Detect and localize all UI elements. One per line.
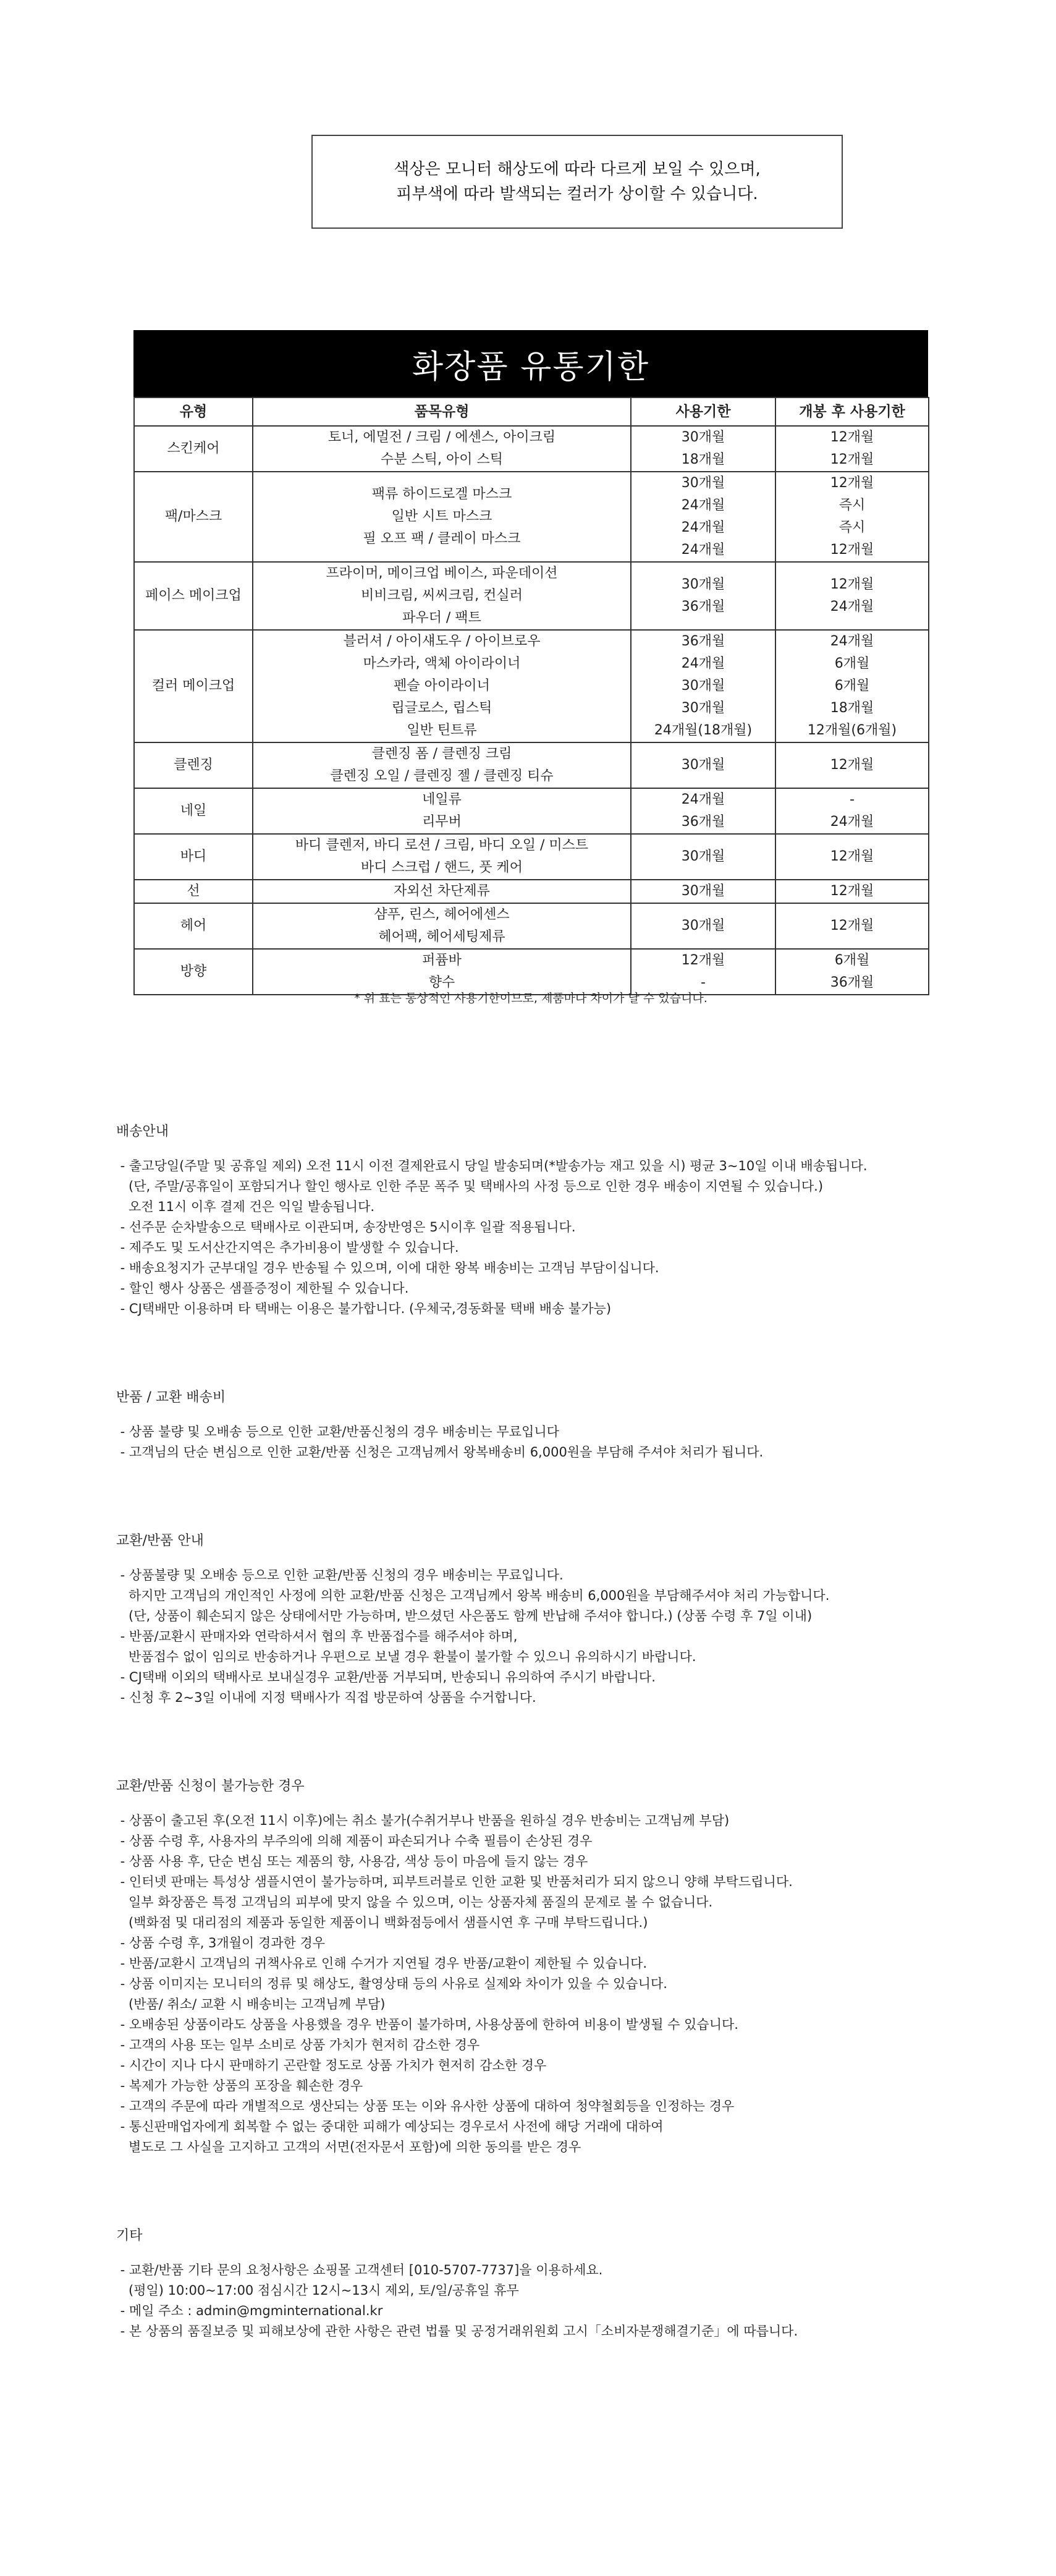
section-line: (평일) 10:00~17:00 점심시간 12시~13시 제외, 토/일/공휴일 휴무 — [116, 2283, 519, 2298]
section-line: - 상품이 출고된 후(오전 11시 이후)에는 취소 불가(수취거부나 반품을 원하실 경우 반송비는 고객님께 부담) — [116, 1813, 730, 1828]
cell-line: 향수 — [428, 975, 455, 990]
cell-lines — [776, 846, 928, 868]
cell-lines — [253, 563, 630, 629]
color-notice-line-2: 피부색에 따라 발색되는 컬러가 상이할 수 있습니다. — [396, 185, 758, 203]
cell-line: 30개월 — [681, 430, 725, 445]
cell-line: 팩류 하이드로겔 마스크 — [371, 487, 512, 502]
cell-line: 립글로스, 립스틱 — [391, 700, 492, 716]
section-line: - 시간이 지나 다시 판매하기 곤란할 정도로 상품 가치가 현저히 감소한 경우 — [116, 2058, 547, 2073]
cell-line: 36개월 — [681, 634, 725, 649]
table-row — [134, 903, 929, 949]
section-line: - 본 상품의 품질보증 및 피해보상에 관한 사항은 관련 법률 및 공정거래위원회 고시「소비자분쟁해결기준」에 따릅니다. — [116, 2324, 798, 2339]
section-body — [116, 1156, 981, 1319]
row-type-cell: 선 — [134, 880, 253, 903]
row-type-cell: 페이스 메이크업 — [134, 562, 253, 630]
section-line: - 고객의 주문에 따라 개별적으로 생산되는 상품 또는 이와 유사한 상품에 대하여 청약철회등을 인정하는 경우 — [116, 2099, 735, 2114]
color-notice-line-1: 색상은 모니터 해상도에 따라 다르게 보일 수 있으며, — [394, 160, 761, 179]
row-items-cell — [253, 903, 631, 949]
cell-line: 클렌징 폼 / 클렌징 크림 — [371, 746, 512, 762]
cell-line: 30개월 — [681, 577, 725, 592]
row-items-cell — [253, 834, 631, 880]
section-line: - 반품/교환시 판매자와 연락하셔서 협의 후 반품접수를 해주셔야 하며, — [116, 1629, 518, 1644]
cell-line: 24개월 — [681, 498, 725, 513]
section-line: - 상품 수령 후, 사용자의 부주의에 의해 제품이 파손되거나 수축 필름이 손상된 경우 — [116, 1834, 593, 1848]
section-line: - 인터넷 판매는 특성상 샘플시연이 불가능하며, 피부트러블로 인한 교환 및 반품처리가 되지 않으니 양해 부탁드립니다. — [116, 1874, 793, 1889]
cell-line: 18개월 — [830, 700, 874, 716]
cell-line: 30개월 — [681, 678, 725, 694]
cell-lines — [776, 950, 928, 994]
row-expiry-cell — [631, 949, 775, 995]
cell-lines — [631, 574, 775, 618]
row-expiry-cell — [631, 742, 775, 788]
cell-lines — [253, 427, 630, 471]
cell-line: 일반 시트 마스크 — [391, 509, 492, 524]
cell-lines — [776, 880, 928, 903]
cell-line: - — [701, 975, 706, 990]
table-footnote: * 위 표는 통상적인 사용기한이므로, 제품마다 차이가 날 수 있습니다. — [354, 992, 708, 1005]
row-after-open-cell — [775, 903, 929, 949]
cell-line: 12개월 — [830, 577, 874, 592]
row-expiry-cell — [631, 630, 775, 742]
section-line: - CJ택배 이외의 택배사로 보내실경우 교환/반품 거부되며, 반송되니 유의하여 주시기 바랍니다. — [116, 1670, 656, 1685]
table-row — [134, 788, 929, 834]
policy-section — [116, 1532, 981, 1708]
row-expiry-cell — [631, 880, 775, 903]
row-expiry-cell — [631, 903, 775, 949]
row-expiry-cell — [631, 834, 775, 880]
section-line: - 오배송된 상품이라도 상품을 사용했을 경우 반품이 불가하며, 사용상품에 한하여 비용이 발생될 수 있습니다. — [116, 2017, 738, 2032]
section-title: 교환/반품 안내 — [116, 1533, 204, 1549]
row-items-cell — [253, 630, 631, 742]
section-line: - 선주문 순차발송으로 택배사로 이관되며, 송장반영은 5시이후 일괄 적용됩니다. — [116, 1220, 576, 1235]
cell-line: 30개월 — [681, 757, 725, 773]
cell-lines — [776, 574, 928, 618]
cell-lines — [776, 915, 928, 937]
cell-lines — [253, 904, 630, 948]
row-expiry-cell — [631, 472, 775, 562]
cell-line: 자외선 차단제류 — [394, 883, 490, 899]
cell-line: 24개월 — [830, 599, 874, 614]
row-items-cell — [253, 472, 631, 562]
cell-line: 12개월 — [830, 849, 874, 864]
cell-line: 24개월 — [830, 814, 874, 830]
policy-section — [116, 2227, 981, 2342]
section-line: - 배송요청지가 군부대일 경우 반송될 수 있으며, 이에 대한 왕복 배송비는 고객님 부담이십니다. — [116, 1260, 659, 1275]
row-after-open-cell — [775, 472, 929, 562]
cell-line: 24개월(18개월) — [654, 723, 753, 738]
section-line: - 고객님의 단순 변심으로 인한 교환/반품 신청은 고객님께서 왕복배송비 6,000원을 부담해 주셔야 처리가 됩니다. — [116, 1445, 764, 1460]
cell-line: 24개월 — [681, 656, 725, 671]
cell-line: 토너, 에멀전 / 크림 / 에센스, 아이크림 — [327, 430, 556, 445]
cell-line: 12개월 — [681, 953, 725, 968]
expiry-table-body — [134, 426, 929, 995]
cell-lines — [776, 631, 928, 742]
section-line: - 상품 불량 및 오배송 등으로 인한 교환/반품신청의 경우 배송비는 무료입니다 — [116, 1424, 559, 1439]
cell-lines — [631, 915, 775, 937]
header-type: 유형 — [134, 397, 253, 426]
cell-lines — [631, 472, 775, 561]
cell-line: 파우더 / 팩트 — [402, 610, 481, 626]
section-line: (단, 상품이 훼손되지 않은 상태에서만 가능하며, 받으셨던 사은품도 함께 반납해 주셔야 합니다.) (상품 수령 후 7일 이내) — [116, 1609, 813, 1623]
section-line: (백화점 및 대리점의 제품과 동일한 제품이니 백화점등에서 샘플시연 후 구매 부탁드립니다.) — [116, 1915, 648, 1930]
cell-lines — [776, 427, 928, 471]
row-after-open-cell — [775, 562, 929, 630]
cell-line: 헤어팩, 헤어세팅제류 — [378, 929, 505, 945]
cell-line: 24개월 — [681, 792, 725, 807]
row-expiry-cell — [631, 562, 775, 630]
cell-line: 30개월 — [681, 918, 725, 933]
cell-line: 24개월 — [681, 542, 725, 558]
table-row — [134, 472, 929, 562]
cell-line: 바디 스크럽 / 핸드, 풋 케어 — [361, 860, 523, 875]
cell-lines — [253, 950, 630, 994]
cell-line: 30개월 — [681, 883, 725, 899]
row-items-cell — [253, 742, 631, 788]
cell-lines — [631, 880, 775, 903]
table-row — [134, 742, 929, 788]
expiry-table-title: 화장품 유통기한 — [133, 330, 928, 397]
table-row — [134, 426, 929, 472]
color-notice-box — [311, 135, 843, 229]
section-title: 반품 / 교환 배송비 — [116, 1390, 226, 1405]
cell-lines — [631, 427, 775, 471]
table-row — [134, 880, 929, 903]
row-items-cell — [253, 562, 631, 630]
section-body — [116, 1565, 981, 1708]
cell-line: 마스카라, 액체 아이라이너 — [363, 656, 521, 671]
cell-line: 리무버 — [422, 814, 462, 830]
table-row — [134, 630, 929, 742]
cell-line: 30개월 — [681, 475, 725, 491]
row-after-open-cell — [775, 742, 929, 788]
section-line: - 교환/반품 기타 문의 요청사항은 쇼핑몰 고객센터 [010-5707-7737]을 이용하세요. — [116, 2263, 603, 2277]
section-line: (단, 주말/공휴일이 포함되거나 할인 행사로 인한 주문 폭주 및 택배사의 사정 등으로 인한 경우 배송이 지연될 수 있습니다.) — [116, 1179, 824, 1194]
section-line: - 상품 이미지는 모니터의 정류 및 해상도, 촬영상태 등의 사유로 실제와 차이가 있을 수 있습니다. — [116, 1976, 667, 1991]
policy-section — [116, 1777, 981, 2157]
expiry-table-header-row — [134, 397, 929, 426]
row-expiry-cell — [631, 788, 775, 834]
cell-lines — [776, 754, 928, 776]
section-line: - 할인 행사 상품은 샘플증정이 제한될 수 있습니다. — [116, 1281, 409, 1296]
section-line: - 메일 주소 : admin@mgminternational.kr — [116, 2303, 383, 2318]
cell-lines — [631, 631, 775, 742]
row-type-cell: 방향 — [134, 949, 253, 995]
cell-line: 6개월 — [834, 656, 870, 671]
cell-lines — [253, 835, 630, 879]
policy-section — [116, 1123, 981, 1319]
cell-line: 수분 스틱, 아이 스틱 — [381, 452, 503, 467]
row-type-cell: 팩/마스크 — [134, 472, 253, 562]
row-after-open-cell — [775, 949, 929, 995]
cell-line: 12개월 — [830, 883, 874, 899]
row-type-cell: 헤어 — [134, 903, 253, 949]
section-line: - 통신판매업자에게 회복할 수 없는 중대한 피해가 예상되는 경우로서 사전에 해당 거래에 대하여 — [116, 2119, 664, 2134]
row-after-open-cell — [775, 426, 929, 472]
section-line: 일부 화장품은 특정 고객님의 피부에 맞지 않을 수 있으며, 이는 상품자체 품질의 문제로 볼 수 없습니다. — [116, 1895, 713, 1910]
row-type-cell: 컬러 메이크업 — [134, 630, 253, 742]
cell-lines — [631, 754, 775, 776]
cell-lines — [253, 743, 630, 788]
section-body — [116, 2260, 981, 2342]
row-items-cell — [253, 788, 631, 834]
cell-line: 네일류 — [422, 792, 462, 807]
section-line: - 상품불량 및 오배송 등으로 인한 교환/반품 신청의 경우 배송비는 무료입니다. — [116, 1568, 564, 1583]
header-item-type: 품목유형 — [253, 397, 631, 426]
section-line: 반품접수 없이 임의로 반송하거나 우편으로 보낼 경우 환불이 불가할 수 있으니 유의하시기 바랍니다. — [116, 1649, 696, 1664]
section-line: 하지만 고객님의 개인적인 사정에 의한 교환/반품 신청은 고객님께서 왕복 배송비 6,000원을 부담해주셔야 처리 가능합니다. — [116, 1588, 830, 1603]
section-title: 교환/반품 신청이 불가능한 경우 — [116, 1779, 305, 1794]
row-after-open-cell — [775, 630, 929, 742]
cell-line: 필 오프 팩 / 클레이 마스크 — [363, 531, 521, 546]
cell-lines — [631, 950, 775, 994]
cell-line: 12개월 — [830, 542, 874, 558]
section-line: - 반품/교환시 고객님의 귀책사유로 인해 수거가 지연될 경우 반품/교환이 제한될 수 있습니다. — [116, 1956, 648, 1971]
table-row — [134, 562, 929, 630]
cell-line: 퍼퓸바 — [422, 953, 462, 968]
cell-line: 펜슬 아이라이너 — [394, 678, 490, 694]
row-items-cell — [253, 880, 631, 903]
section-line: - 출고당일(주말 및 공휴일 제외) 오전 11시 이전 결제완료시 당일 발송되며(*발송가능 재고 있을 시) 평균 3~10일 이내 배송됩니다. — [116, 1158, 868, 1173]
row-type-cell: 스킨케어 — [134, 426, 253, 472]
cell-line: 블러셔 / 아이섀도우 / 아이브로우 — [343, 634, 541, 649]
cell-line: 12개월 — [830, 475, 874, 491]
cell-line: 36개월 — [681, 814, 725, 830]
row-type-cell: 바디 — [134, 834, 253, 880]
row-items-cell — [253, 426, 631, 472]
cell-line: 프라이머, 메이크업 베이스, 파운데이션 — [326, 566, 558, 581]
cell-line: 12개월(6개월) — [807, 723, 897, 738]
row-after-open-cell — [775, 788, 929, 834]
row-type-cell: 클렌징 — [134, 742, 253, 788]
cell-line: 24개월 — [830, 634, 874, 649]
row-after-open-cell — [775, 880, 929, 903]
cell-line: 바디 클렌저, 바디 로션 / 크림, 바디 오일 / 미스트 — [295, 838, 589, 853]
row-after-open-cell — [775, 834, 929, 880]
cell-line: 18개월 — [681, 452, 725, 467]
cell-line: 샴푸, 린스, 헤어에센스 — [374, 907, 510, 922]
section-line: - 제주도 및 도서산간지역은 추가비용이 발생할 수 있습니다. — [116, 1240, 459, 1255]
cell-line: 비비크림, 씨씨크림, 컨실러 — [361, 588, 523, 603]
section-line: 오전 11시 이후 결제 건은 익일 발송됩니다. — [116, 1199, 375, 1214]
table-row — [134, 834, 929, 880]
header-expiry: 사용기한 — [631, 397, 775, 426]
section-body — [116, 1422, 981, 1463]
cell-lines — [776, 472, 928, 561]
policy-section — [116, 1388, 981, 1463]
cell-line: 일반 틴트류 — [407, 723, 477, 738]
section-title: 배송안내 — [116, 1124, 169, 1139]
header-after-open: 개봉 후 사용기한 — [775, 397, 929, 426]
policy-sections — [116, 1123, 981, 2342]
section-line: (반품/ 취소/ 교환 시 배송비는 고객님께 부담) — [116, 1997, 386, 2012]
cell-line: 클렌징 오일 / 클렌징 젤 / 클렌징 티슈 — [330, 768, 554, 784]
cell-line: 24개월 — [681, 520, 725, 535]
cell-lines — [776, 789, 928, 833]
cell-line: 30개월 — [681, 849, 725, 864]
cell-lines — [631, 789, 775, 833]
row-expiry-cell — [631, 426, 775, 472]
cell-line: 6개월 — [834, 678, 870, 694]
cell-line: 30개월 — [681, 700, 725, 716]
cell-lines — [253, 789, 630, 833]
cell-line: 6개월 — [834, 953, 870, 968]
cell-lines — [631, 846, 775, 868]
section-title: 기타 — [116, 2228, 143, 2243]
cell-lines — [253, 631, 630, 742]
expiry-table-container — [133, 330, 928, 995]
cell-line: - — [850, 792, 855, 807]
cell-line: 즉시 — [838, 520, 866, 535]
section-line: - 상품 수령 후, 3개월이 경과한 경우 — [116, 1936, 326, 1950]
cell-line: 즉시 — [838, 498, 866, 513]
section-line: 별도로 그 사실을 고지하고 고객의 서면(전자문서 포함)에 의한 동의를 받은 경우 — [116, 2140, 581, 2154]
cell-lines — [253, 483, 630, 550]
row-type-cell: 네일 — [134, 788, 253, 834]
table-row — [134, 949, 929, 995]
cell-line: 12개월 — [830, 918, 874, 933]
cell-line: 12개월 — [830, 430, 874, 445]
cell-lines — [253, 880, 630, 903]
section-line: - 고객의 사용 또는 일부 소비로 상품 가치가 현저히 감소한 경우 — [116, 2038, 480, 2052]
cell-line: 36개월 — [681, 599, 725, 614]
row-items-cell — [253, 949, 631, 995]
section-line: - 신청 후 2~3일 이내에 지정 택배사가 직접 방문하여 상품을 수거합니다. — [116, 1690, 536, 1705]
section-body — [116, 1811, 981, 2157]
section-line: - 복제가 가능한 상품의 포장을 훼손한 경우 — [116, 2078, 363, 2093]
expiry-table — [133, 397, 929, 995]
section-line: - 상품 사용 후, 단순 변심 또는 제품의 향, 사용감, 색상 등이 마음에 들지 않는 경우 — [116, 1854, 588, 1869]
cell-line: 12개월 — [830, 452, 874, 467]
section-line: - CJ택배만 이용하며 타 택배는 이용은 불가합니다. (우체국,경동화물 택배 배송 불가능) — [116, 1301, 612, 1316]
cell-line: 12개월 — [830, 757, 874, 773]
cell-line: 36개월 — [830, 975, 874, 990]
